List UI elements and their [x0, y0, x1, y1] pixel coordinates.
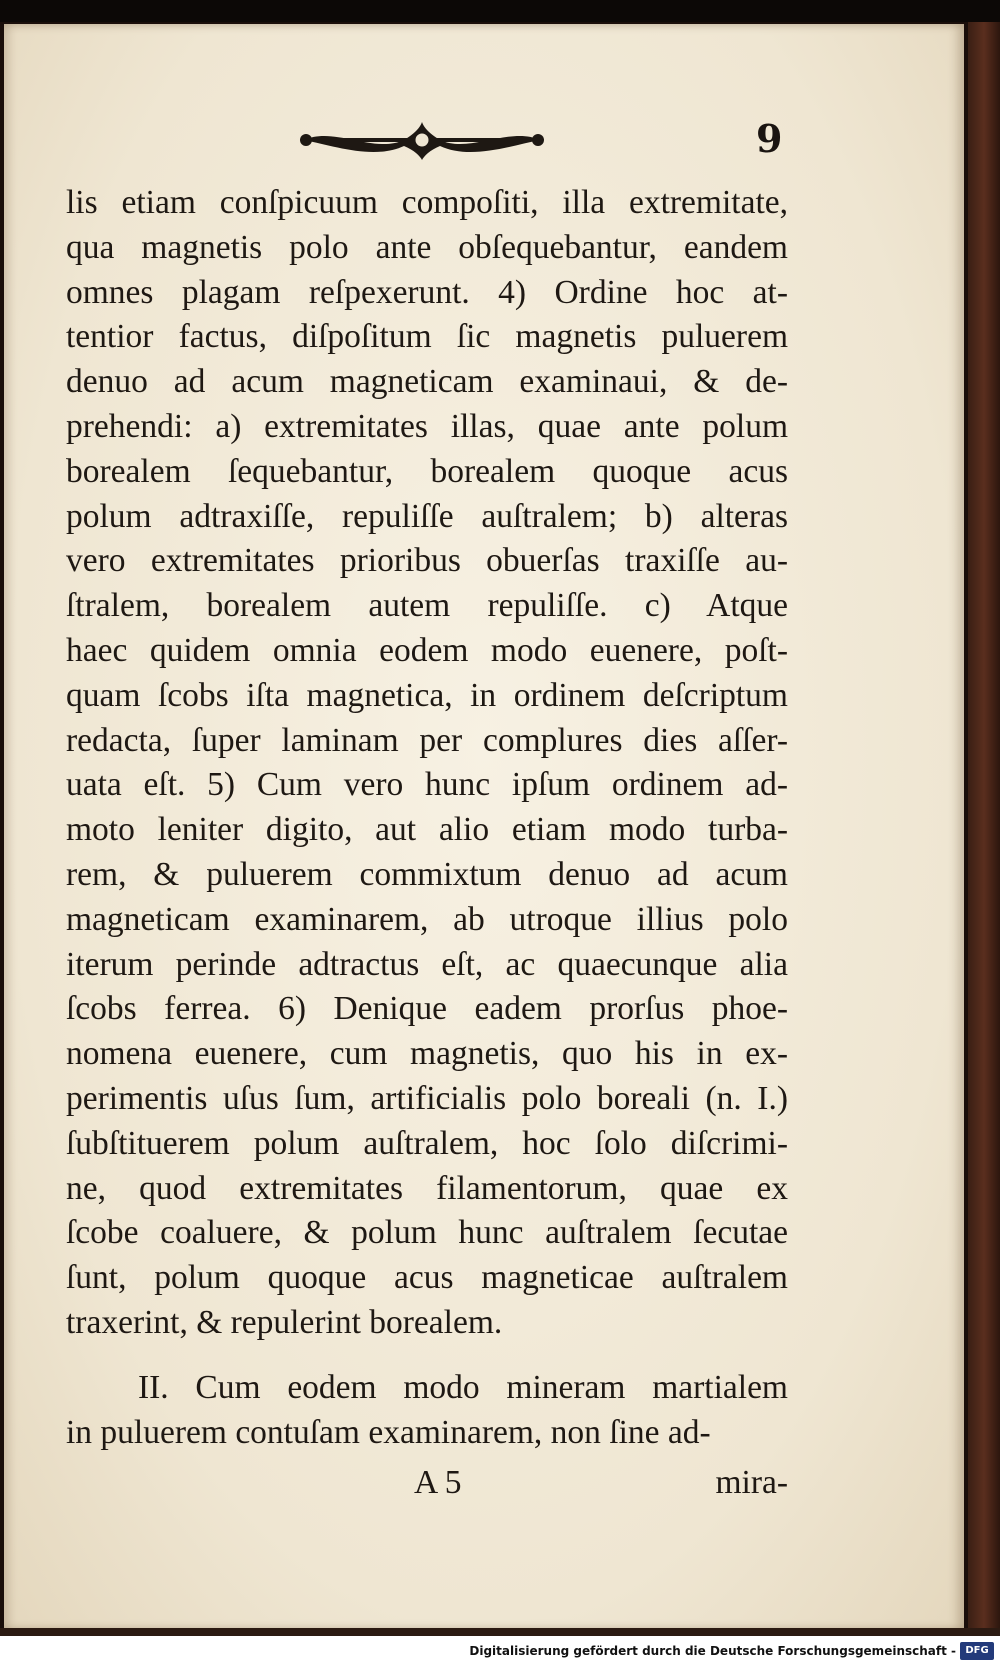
dfg-logo: DFG [960, 1642, 994, 1660]
text-line: denuo ad acum magneticam examinaui, & de- [66, 363, 788, 401]
text-line: perimentis uſus ſum, artificialis polo boreali (n. I.) [66, 1079, 788, 1117]
text-line: iterum perinde adtractus eſt, ac quaecunque alia [66, 945, 788, 983]
text-line: magneticam examinarem, ab utroque illius polo [66, 900, 788, 938]
signature-mark: A 5 [414, 1464, 462, 1501]
book-edge [968, 22, 1000, 1628]
book-page [4, 24, 964, 1630]
text-line: ſcobs ferrea. 6) Denique eadem prorſus phoe- [66, 990, 788, 1028]
text-line: moto leniter digito, aut alio etiam modo turba- [66, 811, 788, 849]
text-line: lis etiam conſpicuum compoſiti, illa extremitate, [66, 184, 788, 221]
text-line: vero extremitates prioribus obuerſas traxiſſe au- [66, 542, 788, 580]
text-line: prehendi: a) extremitates illas, quae ante polum [66, 407, 788, 445]
text-line: omnes plagam reſpexerunt. 4) Ordine hoc at- [66, 273, 788, 311]
text-line: ſunt, polum quoque acus magneticae auſtralem [66, 1259, 788, 1297]
text-line: borealem ſequebantur, borealem quoque acus [66, 452, 788, 490]
text-line: tentior factus, diſpoſitum ſic magnetis puluerem [66, 318, 788, 356]
text-line: rem, & puluerem commixtum denuo ad acum [66, 855, 788, 893]
paragraph-2 [66, 1366, 788, 1456]
text-line: ſtralem, borealem autem repuliſſe. c) Atque [66, 587, 788, 625]
digitization-footer [0, 1628, 1000, 1668]
catchword: mira- [715, 1464, 788, 1501]
scan-top-edge [0, 0, 1000, 22]
paragraph-1 [66, 181, 788, 1346]
text-line: qua magnetis polo ante obſequebantur, eandem [66, 228, 788, 266]
text-line: polum adtraxiſſe, repuliſſe auſtralem; b) alteras [66, 497, 788, 535]
text-line: haec quidem omnia eodem modo euenere, poſt- [66, 631, 788, 669]
text-line: traxerint, & repulerint borealem. [66, 1303, 503, 1341]
page-footer [66, 1464, 788, 1512]
headpiece-ornament [294, 116, 550, 164]
text-line: II. Cum eodem modo mineram martialem [138, 1368, 788, 1406]
main-text [66, 181, 788, 1455]
text-line: ſcobe coaluere, & polum hunc auſtralem ſecutae [66, 1214, 788, 1252]
text-line: in puluerem contuſam examinarem, non ſine ad- [66, 1413, 711, 1451]
page-number: 9 [756, 116, 783, 161]
paragraph-gap [66, 1346, 788, 1366]
text-line: ſubſtituerem polum auſtralem, hoc ſolo diſcrimi- [66, 1124, 788, 1162]
text-line: quam ſcobs iſta magnetica, in ordinem deſcriptum [66, 676, 788, 714]
text-line: redacta, ſuper laminam per complures dies aſſer- [66, 721, 788, 759]
scan-bottom-edge [0, 1628, 1000, 1636]
text-line: uata eſt. 5) Cum vero hunc ipſum ordinem ad- [66, 766, 788, 804]
funding-credit: Digitalisierung gefördert durch die Deutsche Forschungsgemeinschaft - [469, 1644, 956, 1658]
text-line: ne, quod extremitates filamentorum, quae ex [66, 1169, 788, 1207]
text-line: nomena euenere, cum magnetis, quo his in ex- [66, 1035, 788, 1073]
